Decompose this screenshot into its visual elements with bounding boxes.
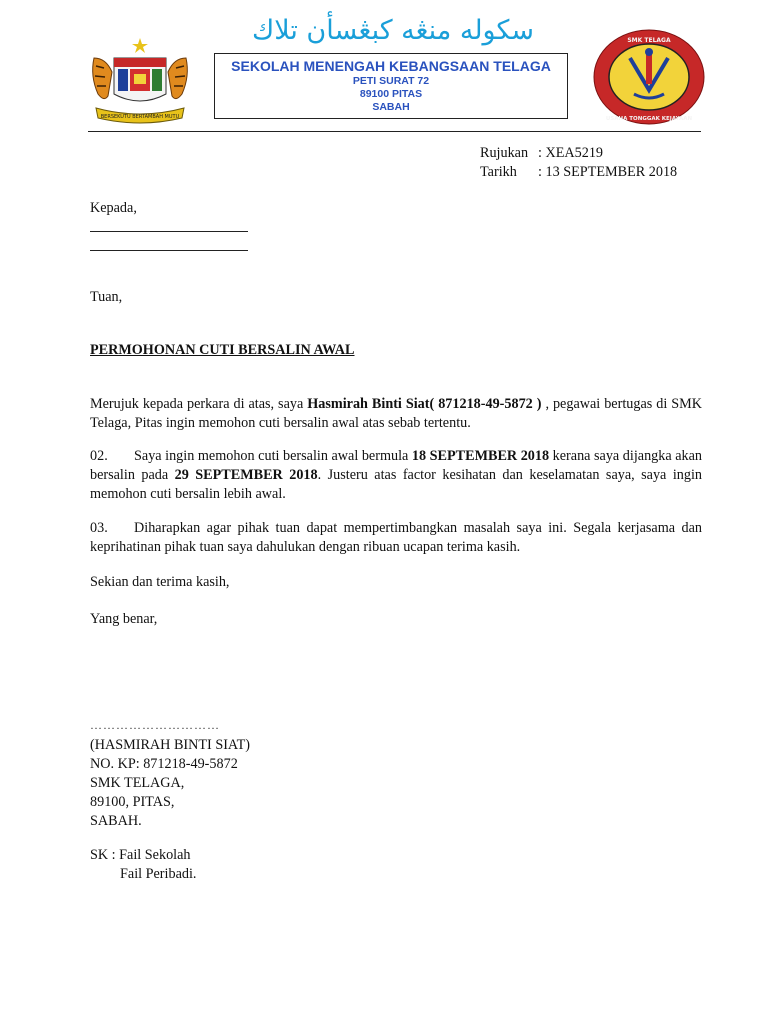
signatory-ic: NO. KP: 871218-49-5872 [90,756,238,772]
recipient-line-1 [90,231,248,232]
signatory-name: (HASMIRAH BINTI SIAT) [90,737,250,753]
signatory-postcode: 89100, PITAS, [90,794,175,810]
svg-text:BERSEKUTU BERTAMBAH MUTU: BERSEKUTU BERTAMBAH MUTU [100,114,180,120]
signature-line: ………………………… [90,718,220,732]
reference-block [480,144,677,182]
tarikh-value: : 13 SEPTEMBER 2018 [538,164,678,180]
paragraph-1: Merujuk kepada perkara di atas, saya Hasmirah Binti Siat( 871218-49-5872 ) , pegawai bertugas di SMK Telaga, Pitas ingin memohon cuti bersalin awal atas sebab tertentu. [90,396,702,431]
school-name: SEKOLAH MENENGAH KEBANGSAAN TELAGA [231,58,551,74]
cc-label: SK : Fail Sekolah [90,847,191,863]
header-divider [88,131,701,132]
address-line-2: 89100 PITAS [359,88,423,100]
letter-title: PERMOHONAN CUTI BERSALIN AWAL [90,342,355,358]
paragraph-3-number: 03. [90,520,108,536]
cc-item-2: Fail Peribadi. [120,866,197,882]
signatory-state: SABAH. [90,813,142,829]
closing-yang-benar: Yang benar, [90,611,158,627]
paragraph-2: 02. Saya ingin memohon cuti bersalin awal bermula 18 SEPTEMBER 2018 kerana saya dijangka akan bersalin pada 29 SEPTEMBER 2018. Justeru atas factor kesihatan dan keselamatan saya, saya ingin memohon cuti bersalin lebih awal. [90,448,702,502]
rujukan-label: Rujukan [480,145,529,161]
svg-text:SMK TELAGA: SMK TELAGA [627,37,671,44]
expected-delivery-date: 29 SEPTEMBER 2018 [174,467,318,483]
tarikh-label: Tarikh [480,164,517,180]
kepada-label: Kepada, [90,200,137,216]
school-logo-icon [592,28,706,126]
salutation-tuan: Tuan, [90,289,123,305]
svg-text:USAHA TONGGAK KEJAYAAN: USAHA TONGGAK KEJAYAAN [605,116,693,122]
recipient-line-2 [90,250,248,251]
applicant-name-ic: Hasmirah Binti Siat( 871218-49-5872 ) [307,396,542,412]
address-line-3: SABAH [372,101,410,113]
school-letterhead [214,53,568,119]
signatory-school: SMK TELAGA, [90,775,185,791]
address-line-1: PETI SURAT 72 [352,75,430,87]
closing-sekian: Sekian dan terima kasih, [90,574,230,590]
rujukan-value: : XEA5219 [538,145,604,161]
coat-of-arms-icon [86,36,194,126]
paragraph-3: 03. Diharapkan agar pihak tuan dapat mempertimbangkan masalah saya ini. Segala kerjasama dan keprihatinan pihak tuan saya dahulukan dengan ribuan ucapan terima kasih. [90,520,702,555]
school-name-jawi: سكوله منڠه كبڠسأن تلاك [251,15,535,46]
leave-start-date: 18 SEPTEMBER 2018 [411,448,550,464]
paragraph-2-number: 02. [90,448,108,464]
